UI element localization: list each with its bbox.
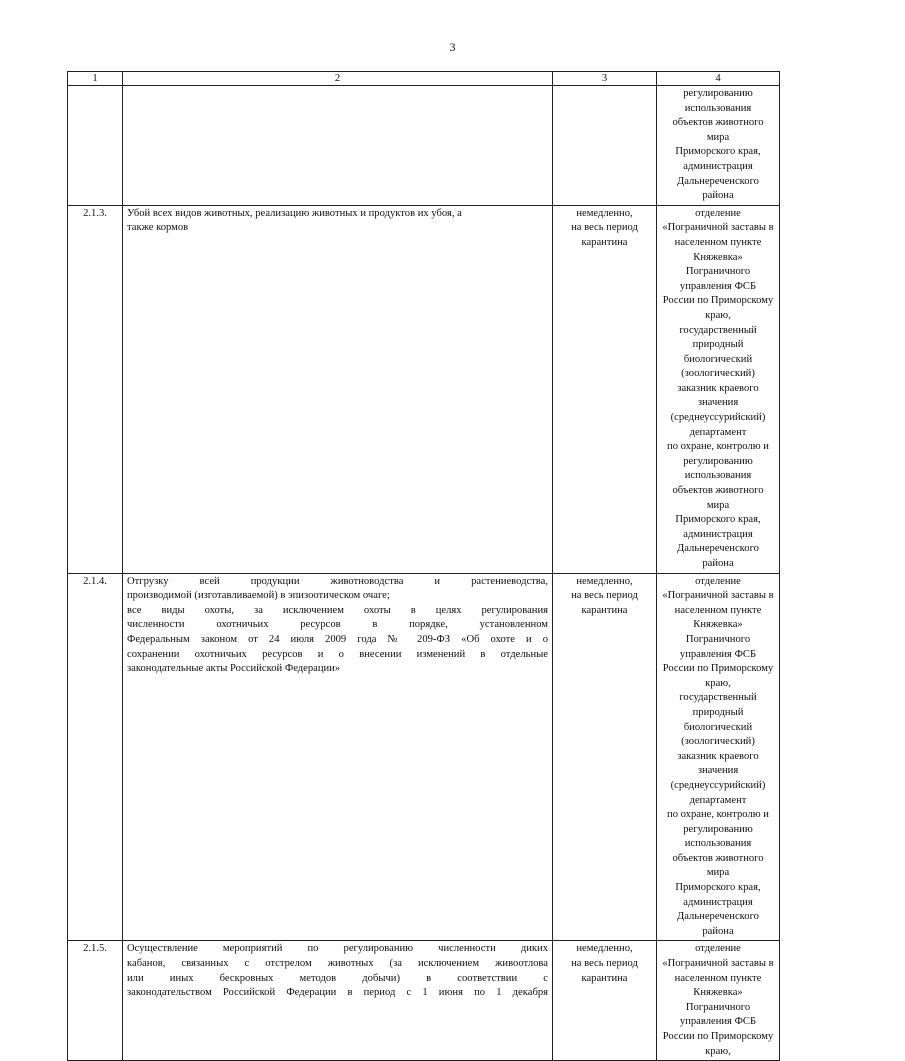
term-cell xyxy=(553,205,657,573)
responsible-line: заказник краевого значения xyxy=(677,382,759,409)
measure-text-line: кабанов, связанных с отстрелом животных (за исключением живоотлова xyxy=(127,958,548,970)
term-line: на весь период xyxy=(571,958,638,970)
item-number: 2.1.3. xyxy=(68,205,123,573)
responsible-line: Дальнереченского района xyxy=(677,175,759,202)
term-cell xyxy=(553,573,657,941)
responsible-line: по охране, контролю и xyxy=(667,809,769,821)
responsible-line: России по Приморскому краю, xyxy=(662,1031,774,1057)
column-header-4: 4 xyxy=(657,72,780,86)
column-header-2: 2 xyxy=(123,72,553,86)
table-row xyxy=(68,205,780,573)
measure-text-line: Отгрузку всей продукции животноводства и растениеводства, xyxy=(127,575,548,587)
item-number xyxy=(68,86,123,206)
term-line: немедленно, xyxy=(576,943,633,955)
term-line: немедленно, xyxy=(576,575,633,587)
term-line: на весь период xyxy=(571,590,638,602)
term-cell xyxy=(553,86,657,206)
measure-text-line: Убой всех видов животных, реализацию животных и продуктов их убоя, а xyxy=(127,207,462,219)
responsible-line: населенном пункте Княжевка» xyxy=(674,972,762,999)
responsible-line: Приморского края, администрация xyxy=(675,882,761,908)
responsible-line: Приморского края, администрация xyxy=(675,514,761,540)
measure-text xyxy=(123,573,553,941)
responsible-line: регулированию использования xyxy=(683,823,753,850)
responsible-line: биологический (зоологический) xyxy=(681,721,755,748)
responsible-line: государственный природный xyxy=(679,324,757,351)
responsible-line: Пограничного управления ФСБ xyxy=(679,266,757,292)
header-row xyxy=(68,72,780,86)
responsible-line: государственный природный xyxy=(679,692,757,718)
table-row xyxy=(68,941,780,1061)
term-line: карантина xyxy=(581,604,628,616)
responsible-line: населенном пункте Княжевка» xyxy=(674,236,762,263)
table-row xyxy=(68,573,780,941)
measure-text xyxy=(123,941,553,1061)
measure-text xyxy=(123,205,553,573)
term-cell xyxy=(553,941,657,1061)
measure-text-line: или иных бескровных методов добычи) в соответствии с xyxy=(127,972,548,984)
item-number: 2.1.4. xyxy=(68,573,123,941)
responsible-line: объектов животного мира xyxy=(672,485,764,511)
responsible-line: Приморского края, администрация xyxy=(675,146,761,172)
item-number: 2.1.5. xyxy=(68,941,123,1061)
responsible-line: Дальнереченского района xyxy=(677,543,759,569)
responsible-line: Дальнереченского района xyxy=(677,911,759,937)
measure-text xyxy=(123,86,553,206)
responsible-cell xyxy=(657,941,780,1061)
responsible-line: регулированию использования xyxy=(683,455,753,482)
measure-text-line: численности охотничьих ресурсов в порядке, установленном xyxy=(127,619,548,631)
measures-table xyxy=(67,71,780,1061)
measure-text-line: все виды охоты, за исключением охоты в целях регулирования xyxy=(127,604,548,616)
responsible-line: заказник краевого значения xyxy=(677,750,759,777)
responsible-line: объектов животного мира xyxy=(672,117,764,143)
responsible-line: объектов животного мира xyxy=(672,852,764,879)
responsible-line: регулированию использования xyxy=(683,88,753,114)
responsible-line: биологический (зоологический) xyxy=(681,353,755,380)
responsible-line: Пограничного управления ФСБ xyxy=(679,1001,757,1028)
responsible-line: отделение «Пограничной заставы в xyxy=(662,207,774,234)
measure-text-line: законодательством Российской Федерации в период с 1 июня по 1 декабря xyxy=(127,987,548,999)
column-header-3: 3 xyxy=(553,72,657,86)
measure-text-line: Осуществление мероприятий по регулированию численности диких xyxy=(127,943,548,955)
term-line: на весь период xyxy=(571,222,638,234)
term-line: немедленно, xyxy=(576,207,633,219)
measure-text-line: сохранении охотничьих ресурсов и о внесении изменений в отдельные xyxy=(127,648,548,660)
responsible-line: России по Приморскому краю, xyxy=(662,295,774,321)
responsible-line: по охране, контролю и xyxy=(667,441,769,453)
measure-text-line: также кормов xyxy=(127,222,189,234)
term-line: карантина xyxy=(581,972,628,984)
responsible-cell xyxy=(657,205,780,573)
term-line: карантина xyxy=(581,236,628,248)
responsible-line: отделение «Пограничной заставы в xyxy=(662,943,774,970)
measure-text-line: производимой (изготавливаемой) в эпизоотическом очаге; xyxy=(127,590,390,602)
measure-text-line: Федеральным законом от 24 июля 2009 года № 209-ФЗ «Об охоте и о xyxy=(127,633,548,645)
responsible-cell xyxy=(657,86,780,206)
table-row xyxy=(68,86,780,206)
page-number: 3 xyxy=(449,40,456,54)
column-header-1: 1 xyxy=(68,72,123,86)
responsible-line: Пограничного управления ФСБ xyxy=(679,633,757,660)
responsible-line: отделение «Пограничной заставы в xyxy=(662,575,774,602)
responsible-line: (среднеуссурийский) департамент xyxy=(670,779,766,806)
responsible-cell xyxy=(657,573,780,941)
responsible-line: (среднеуссурийский) департамент xyxy=(670,412,766,438)
measure-text-line: законодательные акты Российской Федерации» xyxy=(127,663,341,675)
responsible-line: населенном пункте Княжевка» xyxy=(674,604,762,631)
responsible-line: России по Приморскому краю, xyxy=(662,663,774,689)
